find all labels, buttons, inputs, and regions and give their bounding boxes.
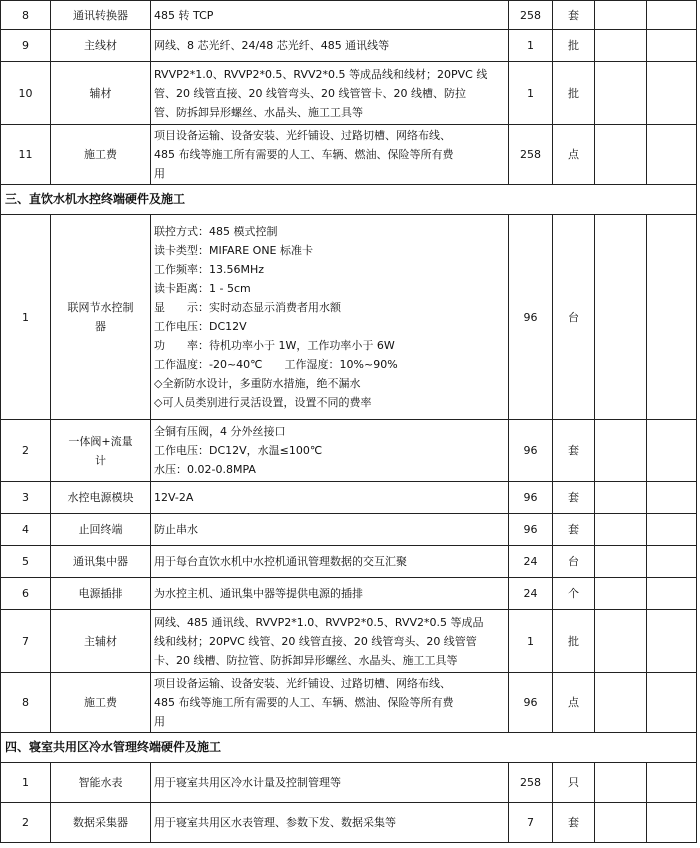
item-unit: 批: [553, 610, 595, 673]
row-number: 8: [1, 1, 51, 30]
cell-line: 用于寝室共用区冷水计量及控制管理等: [154, 776, 341, 789]
cell-line: 用于每台直饮水机中水控机通讯管理数据的交互汇聚: [154, 555, 407, 568]
item-name: [51, 673, 151, 733]
table-row: [1, 62, 697, 125]
item-unit: 台: [553, 546, 595, 578]
item-name: [51, 546, 151, 578]
unit-price-cell: [595, 610, 647, 673]
item-unit: 批: [553, 30, 595, 62]
unit-price-cell: [595, 514, 647, 546]
item-name: 施工费: [51, 125, 151, 185]
unit-price-cell: [595, 482, 647, 514]
cell-line: 线和线材；20PVC 线管、20 线管直接、20 线管弯头、20 线管管: [154, 634, 477, 648]
unit-price-cell: [595, 30, 647, 62]
unit-price-cell: [595, 420, 647, 482]
item-spec: [151, 420, 509, 482]
total-price-cell: [647, 610, 697, 673]
cell-line: 485 布线等施工所有需要的人工、车辆、燃油、保险等所有费: [154, 148, 454, 161]
item-quantity: 24: [509, 546, 553, 578]
table-row: [1, 803, 697, 843]
item-spec: [151, 673, 509, 733]
item-quantity: 24: [509, 578, 553, 610]
item-unit: 套: [553, 420, 595, 482]
item-spec: [151, 803, 509, 843]
cell-line: 管、20 线管直接、20 线管弯头、20 线管管卡、20 线槽、防拉: [154, 86, 466, 100]
table-row: [1, 763, 697, 803]
unit-price-cell: [595, 763, 647, 803]
item-quantity: 96: [509, 420, 553, 482]
cell-line: 防止串水: [154, 523, 198, 536]
cell-line: 施工费: [84, 696, 117, 709]
item-unit: 套: [553, 482, 595, 514]
table-row: [1, 546, 697, 578]
item-unit: 套: [553, 514, 595, 546]
item-unit: 只: [553, 763, 595, 803]
item-spec: [151, 30, 509, 62]
item-quantity: 96: [509, 514, 553, 546]
cell-line: 水控电源模块: [67, 491, 134, 504]
row-number: 5: [1, 546, 51, 578]
cell-line: 网线、485 通讯线、RVVP2*1.0、RVVP2*0.5、RVV2*0.5 等成品: [154, 615, 484, 629]
section-row: [1, 733, 697, 763]
item-unit: 点: [553, 673, 595, 733]
item-quantity: 258: [509, 763, 553, 803]
cell-line: 读卡距离：1 - 5cm: [154, 282, 251, 295]
item-name: 主线材: [51, 30, 151, 62]
item-name: [51, 803, 151, 843]
cell-line: ◇可人员类别进行灵活设置，设置不同的费率: [154, 396, 372, 409]
table-row: [1, 673, 697, 733]
item-quantity: 1: [509, 610, 553, 673]
cell-line: 电源插排: [78, 587, 123, 600]
cell-line: 水压：0.02-0.8MPA: [154, 463, 256, 476]
item-spec: [151, 610, 509, 673]
cell-line: 通讯集中器: [73, 555, 128, 568]
row-number: 3: [1, 482, 51, 514]
item-name: 通讯转换器: [51, 1, 151, 30]
item-unit: 套: [553, 803, 595, 843]
cell-line: ◇全新防水设计，多重防水措施，绝不漏水: [154, 377, 361, 390]
total-price-cell: [647, 803, 697, 843]
item-quantity: 96: [509, 215, 553, 420]
cell-line: 用: [154, 167, 165, 180]
table-row: [1, 30, 697, 62]
item-unit: 套: [553, 1, 595, 30]
cell-line: 网线、8 芯光纤、24/48 芯光纤、485 通讯线等: [154, 39, 390, 52]
total-price-cell: [647, 673, 697, 733]
unit-price-cell: [595, 578, 647, 610]
total-price-cell: [647, 125, 697, 185]
cell-line: 计: [95, 453, 106, 467]
unit-price-cell: [595, 546, 647, 578]
cell-line: 用于寝室共用区水表管理、参数下发、数据采集等: [154, 816, 396, 829]
cell-line: 管、防拆卸异形螺丝、水晶头、施工工具等: [154, 105, 363, 119]
item-quantity: 96: [509, 673, 553, 733]
table-row: [1, 482, 697, 514]
cell-line: 联网节水控制: [67, 301, 134, 314]
cell-line: 工作电压：DC12V: [154, 320, 247, 333]
cell-line: 12V-2A: [154, 491, 194, 504]
table-row: [1, 420, 697, 482]
cell-line: 联控方式：485 模式控制: [154, 225, 278, 238]
cell-line: 485 转 TCP: [154, 8, 214, 22]
total-price-cell: [647, 420, 697, 482]
table-body: [1, 1, 697, 843]
table-row: [1, 610, 697, 673]
item-spec: [151, 62, 509, 125]
item-unit: 点: [553, 125, 595, 185]
total-price-cell: [647, 1, 697, 30]
row-number: 8: [1, 673, 51, 733]
cell-line: 485 布线等施工所有需要的人工、车辆、燃油、保险等所有费: [154, 696, 454, 709]
unit-price-cell: [595, 1, 647, 30]
table-row: [1, 125, 697, 185]
total-price-cell: [647, 482, 697, 514]
cell-line: 为水控主机、通讯集中器等提供电源的插排: [154, 587, 363, 600]
total-price-cell: [647, 546, 697, 578]
total-price-cell: [647, 30, 697, 62]
cell-line: 主辅材: [84, 634, 117, 648]
item-quantity: 258: [509, 1, 553, 30]
table-row: [1, 514, 697, 546]
row-number: 9: [1, 30, 51, 62]
item-quantity: 7: [509, 803, 553, 843]
total-price-cell: [647, 514, 697, 546]
item-unit: 台: [553, 215, 595, 420]
item-name: 辅材: [51, 62, 151, 125]
cell-line: 项目设备运输、设备安装、光纤铺设、过路切槽、网络布线、: [154, 129, 451, 142]
table-row: [1, 1, 697, 30]
item-name: [51, 420, 151, 482]
item-spec: [151, 763, 509, 803]
cell-line: 用: [154, 715, 165, 728]
item-spec: [151, 482, 509, 514]
row-number: 4: [1, 514, 51, 546]
table-row: [1, 578, 697, 610]
unit-price-cell: [595, 62, 647, 125]
cell-line: 工作电压：DC12V，水温≤100℃: [154, 444, 323, 457]
item-spec: [151, 1, 509, 30]
cell-line: RVVP2*1.0、RVVP2*0.5、RVV2*0.5 等成品线和线材；20PVC 线: [154, 67, 488, 81]
table-row: [1, 215, 697, 420]
total-price-cell: [647, 763, 697, 803]
cell-line: 显 示：实时动态显示消费者用水额: [154, 301, 341, 314]
row-number: 2: [1, 803, 51, 843]
item-quantity: 258: [509, 125, 553, 185]
item-name: [51, 514, 151, 546]
unit-price-cell: [595, 215, 647, 420]
row-number: 11: [1, 125, 51, 185]
total-price-cell: [647, 62, 697, 125]
cell-line: 智能水表: [78, 776, 123, 789]
row-number: 6: [1, 578, 51, 610]
cell-line: 工作频率：13.56MHz: [154, 263, 265, 276]
row-number: 7: [1, 610, 51, 673]
item-spec: [151, 546, 509, 578]
item-quantity: 96: [509, 482, 553, 514]
unit-price-cell: [595, 125, 647, 185]
section-title: 四、寝室共用区冷水管理终端硬件及施工: [1, 733, 697, 763]
item-name: [51, 482, 151, 514]
row-number: 10: [1, 62, 51, 125]
cell-line: 止回终端: [78, 523, 123, 536]
row-number: 1: [1, 763, 51, 803]
cell-line: 卡、20 线槽、防拉管、防拆卸异形螺丝、水晶头、施工工具等: [154, 653, 458, 667]
item-spec: [151, 514, 509, 546]
row-number: 1: [1, 215, 51, 420]
cell-line: 数据采集器: [73, 816, 128, 829]
cell-line: 项目设备运输、设备安装、光纤铺设、过路切槽、网络布线、: [154, 677, 451, 690]
row-number: 2: [1, 420, 51, 482]
section-row: [1, 185, 697, 215]
cell-line: 器: [95, 320, 106, 333]
item-quantity: 1: [509, 62, 553, 125]
cell-line: 读卡类型：MIFARE ONE 标准卡: [154, 244, 313, 257]
item-spec: [151, 125, 509, 185]
unit-price-cell: [595, 673, 647, 733]
section-title: 三、直饮水机水控终端硬件及施工: [1, 185, 697, 215]
cell-line: 功 率：待机功率小于 1W，工作功率小于 6W: [154, 339, 395, 352]
cell-line: 全铜有压阀，4 分外丝接口: [154, 425, 286, 438]
item-name: [51, 215, 151, 420]
item-spec: [151, 215, 509, 420]
item-unit: 个: [553, 578, 595, 610]
item-unit: 批: [553, 62, 595, 125]
item-name: [51, 763, 151, 803]
item-spec: [151, 578, 509, 610]
item-name: [51, 610, 151, 673]
unit-price-cell: [595, 803, 647, 843]
total-price-cell: [647, 578, 697, 610]
cell-line: 一体阀+流量: [68, 434, 133, 448]
item-quantity: 1: [509, 30, 553, 62]
total-price-cell: [647, 215, 697, 420]
cell-line: 工作温度：-20~40℃ 工作湿度：10%~90%: [154, 358, 398, 371]
item-name: [51, 578, 151, 610]
